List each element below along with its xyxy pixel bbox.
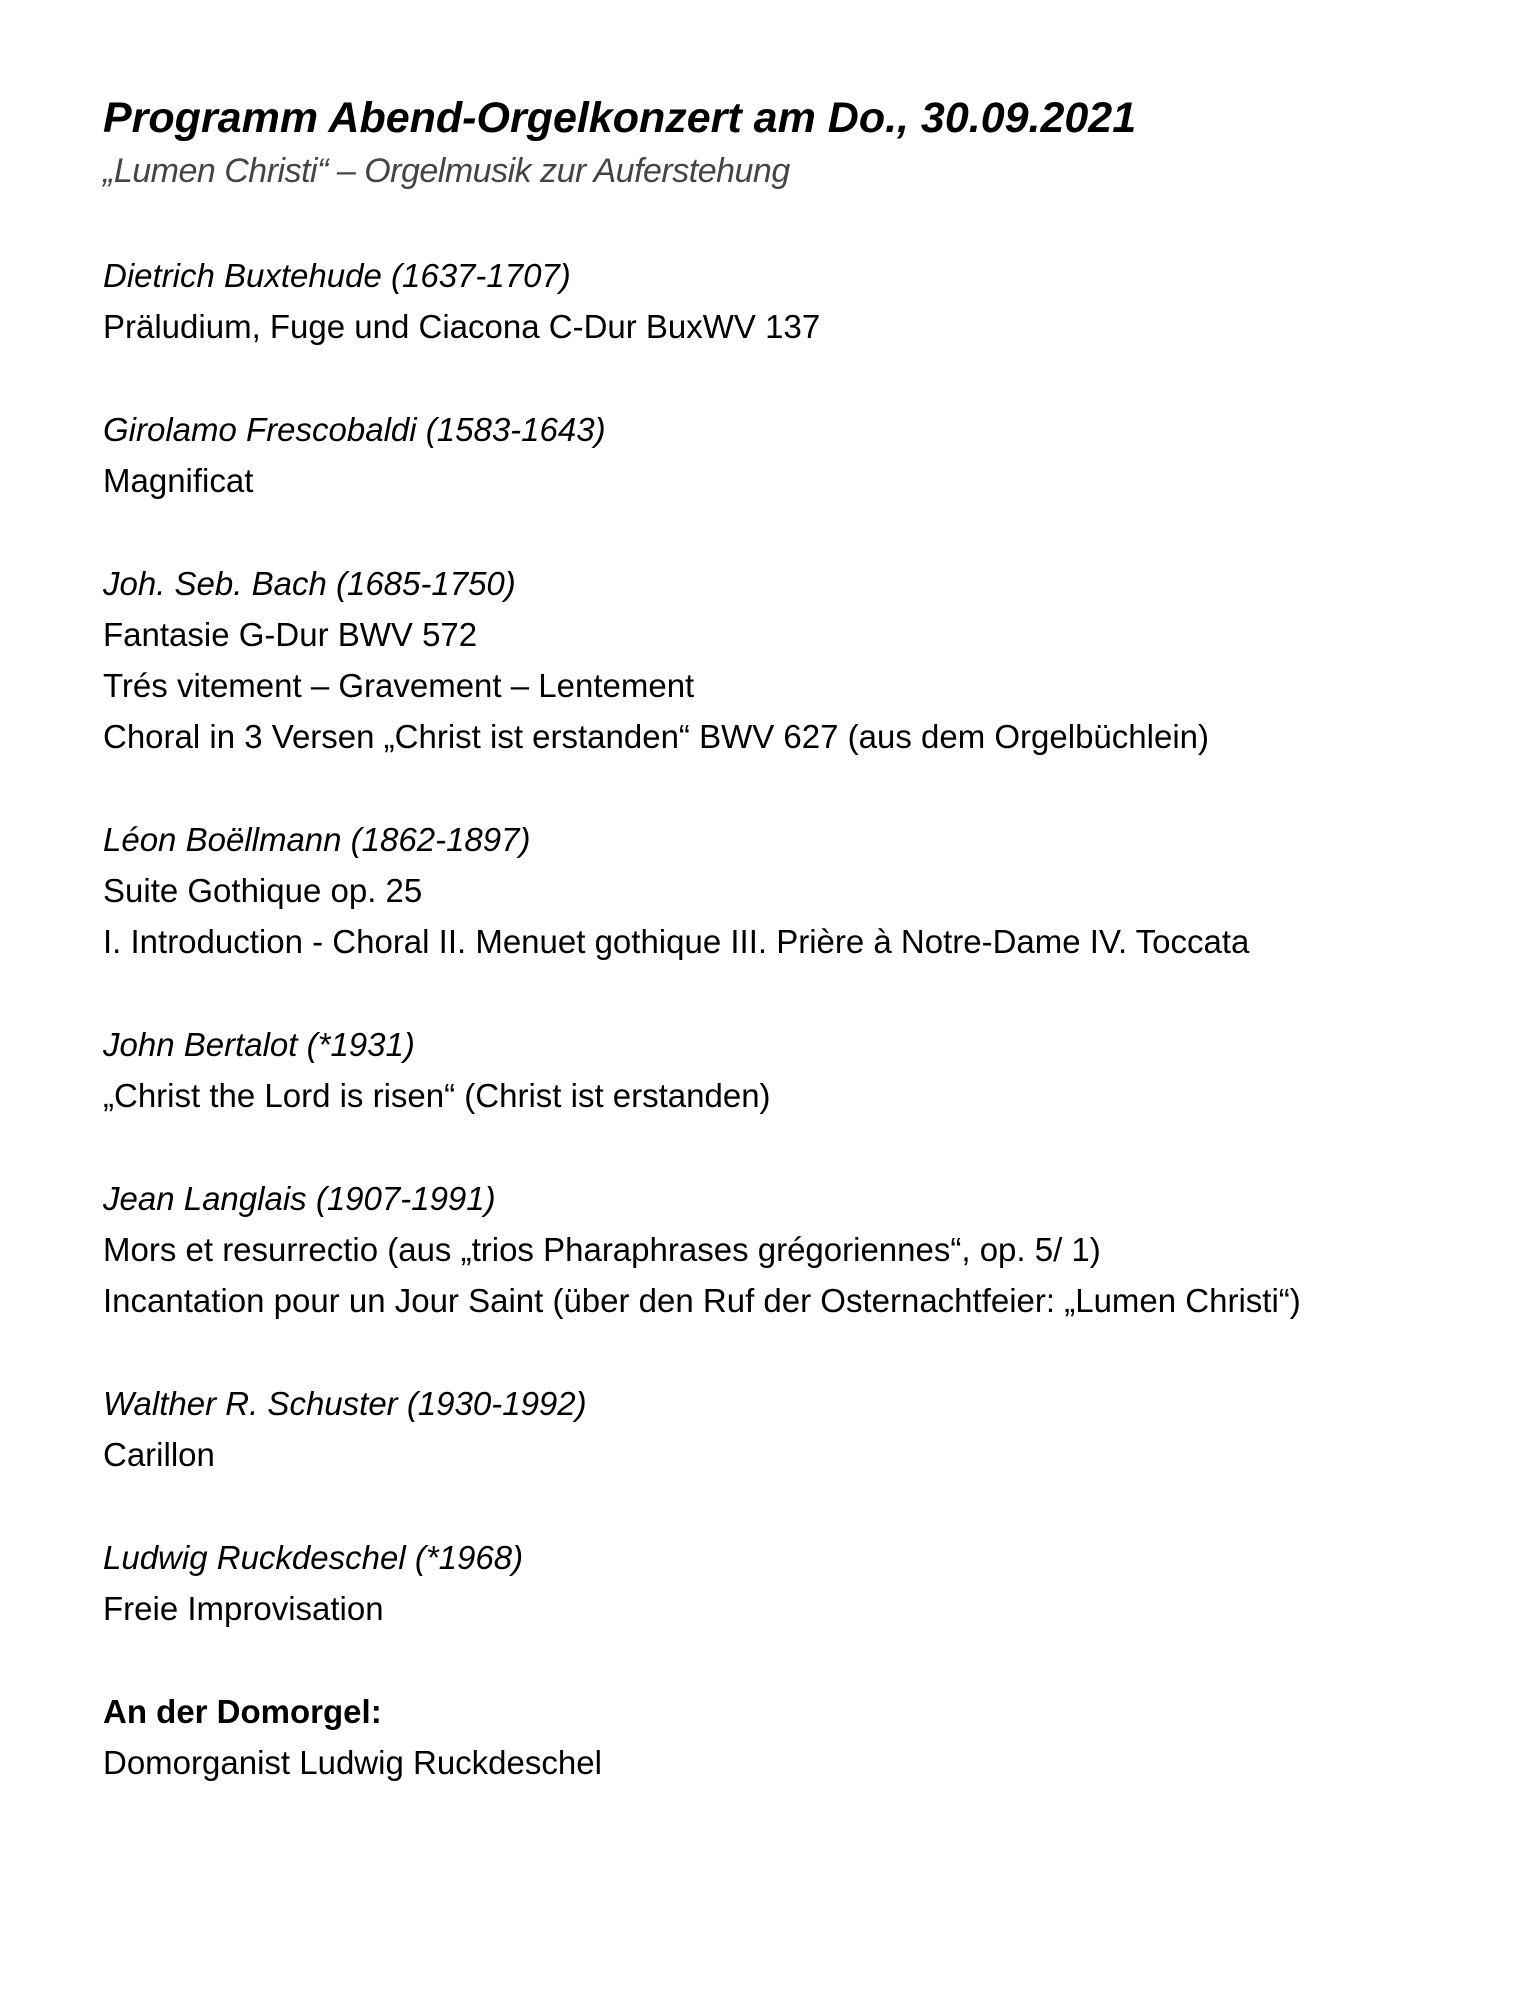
work-title: Suite Gothique op. 25 — [103, 872, 423, 909]
page-subtitle: „Lumen Christi“ – Orgelmusik zur Auferstehung — [103, 152, 790, 190]
composer-name: Joh. Seb. Bach (1685-1750) — [103, 565, 516, 602]
work-title: I. Introduction - Choral II. Menuet gothique III. Prière à Notre-Dame IV. Toccata — [103, 923, 1250, 960]
program-entry — [103, 1173, 1503, 1326]
performer-block — [103, 1686, 1503, 1788]
work-title: Mors et resurrectio (aus „trios Pharaphrases grégoriennes“, op. 5/ 1) — [103, 1231, 1101, 1268]
composer-name: Léon Boëllmann (1862-1897) — [103, 821, 531, 858]
composer-name: Ludwig Ruckdeschel (*1968) — [103, 1539, 524, 1576]
program-entry — [103, 1019, 1503, 1121]
program-entry — [103, 558, 1503, 762]
work-title: Präludium, Fuge und Ciacona C-Dur BuxWV 137 — [103, 308, 821, 345]
composer-name: Dietrich Buxtehude (1637-1707) — [103, 257, 571, 294]
work-title: „Christ the Lord is risen“ (Christ ist erstanden) — [103, 1077, 771, 1114]
composer-name: John Bertalot (*1931) — [103, 1026, 415, 1063]
page-title: Programm Abend-Orgelkonzert am Do., 30.09.2021 — [103, 94, 1137, 142]
work-title: Carillon — [103, 1436, 215, 1473]
document-page — [103, 88, 1503, 1840]
composer-name: Girolamo Frescobaldi (1583-1643) — [103, 411, 606, 448]
program-entry — [103, 814, 1503, 967]
composer-name: Jean Langlais (1907-1991) — [103, 1180, 496, 1217]
performer-heading: An der Domorgel: — [103, 1693, 382, 1730]
program-entry — [103, 1532, 1503, 1634]
work-title: Fantasie G-Dur BWV 572 — [103, 616, 478, 653]
performer-name: Domorganist Ludwig Ruckdeschel — [103, 1744, 602, 1781]
work-title: Incantation pour un Jour Saint (über den Ruf der Osternachtfeier: „Lumen Christi“) — [103, 1282, 1301, 1319]
program-entry — [103, 250, 1503, 352]
work-title: Trés vitement – Gravement – Lentement — [103, 667, 695, 704]
work-title: Magnificat — [103, 462, 254, 499]
program-entry — [103, 404, 1503, 506]
program-entry — [103, 1378, 1503, 1480]
work-title: Choral in 3 Versen „Christ ist erstanden“ BWV 627 (aus dem Orgelbüchlein) — [103, 718, 1209, 755]
composer-name: Walther R. Schuster (1930-1992) — [103, 1385, 587, 1422]
work-title: Freie Improvisation — [103, 1590, 384, 1627]
program-list — [103, 250, 1503, 1788]
